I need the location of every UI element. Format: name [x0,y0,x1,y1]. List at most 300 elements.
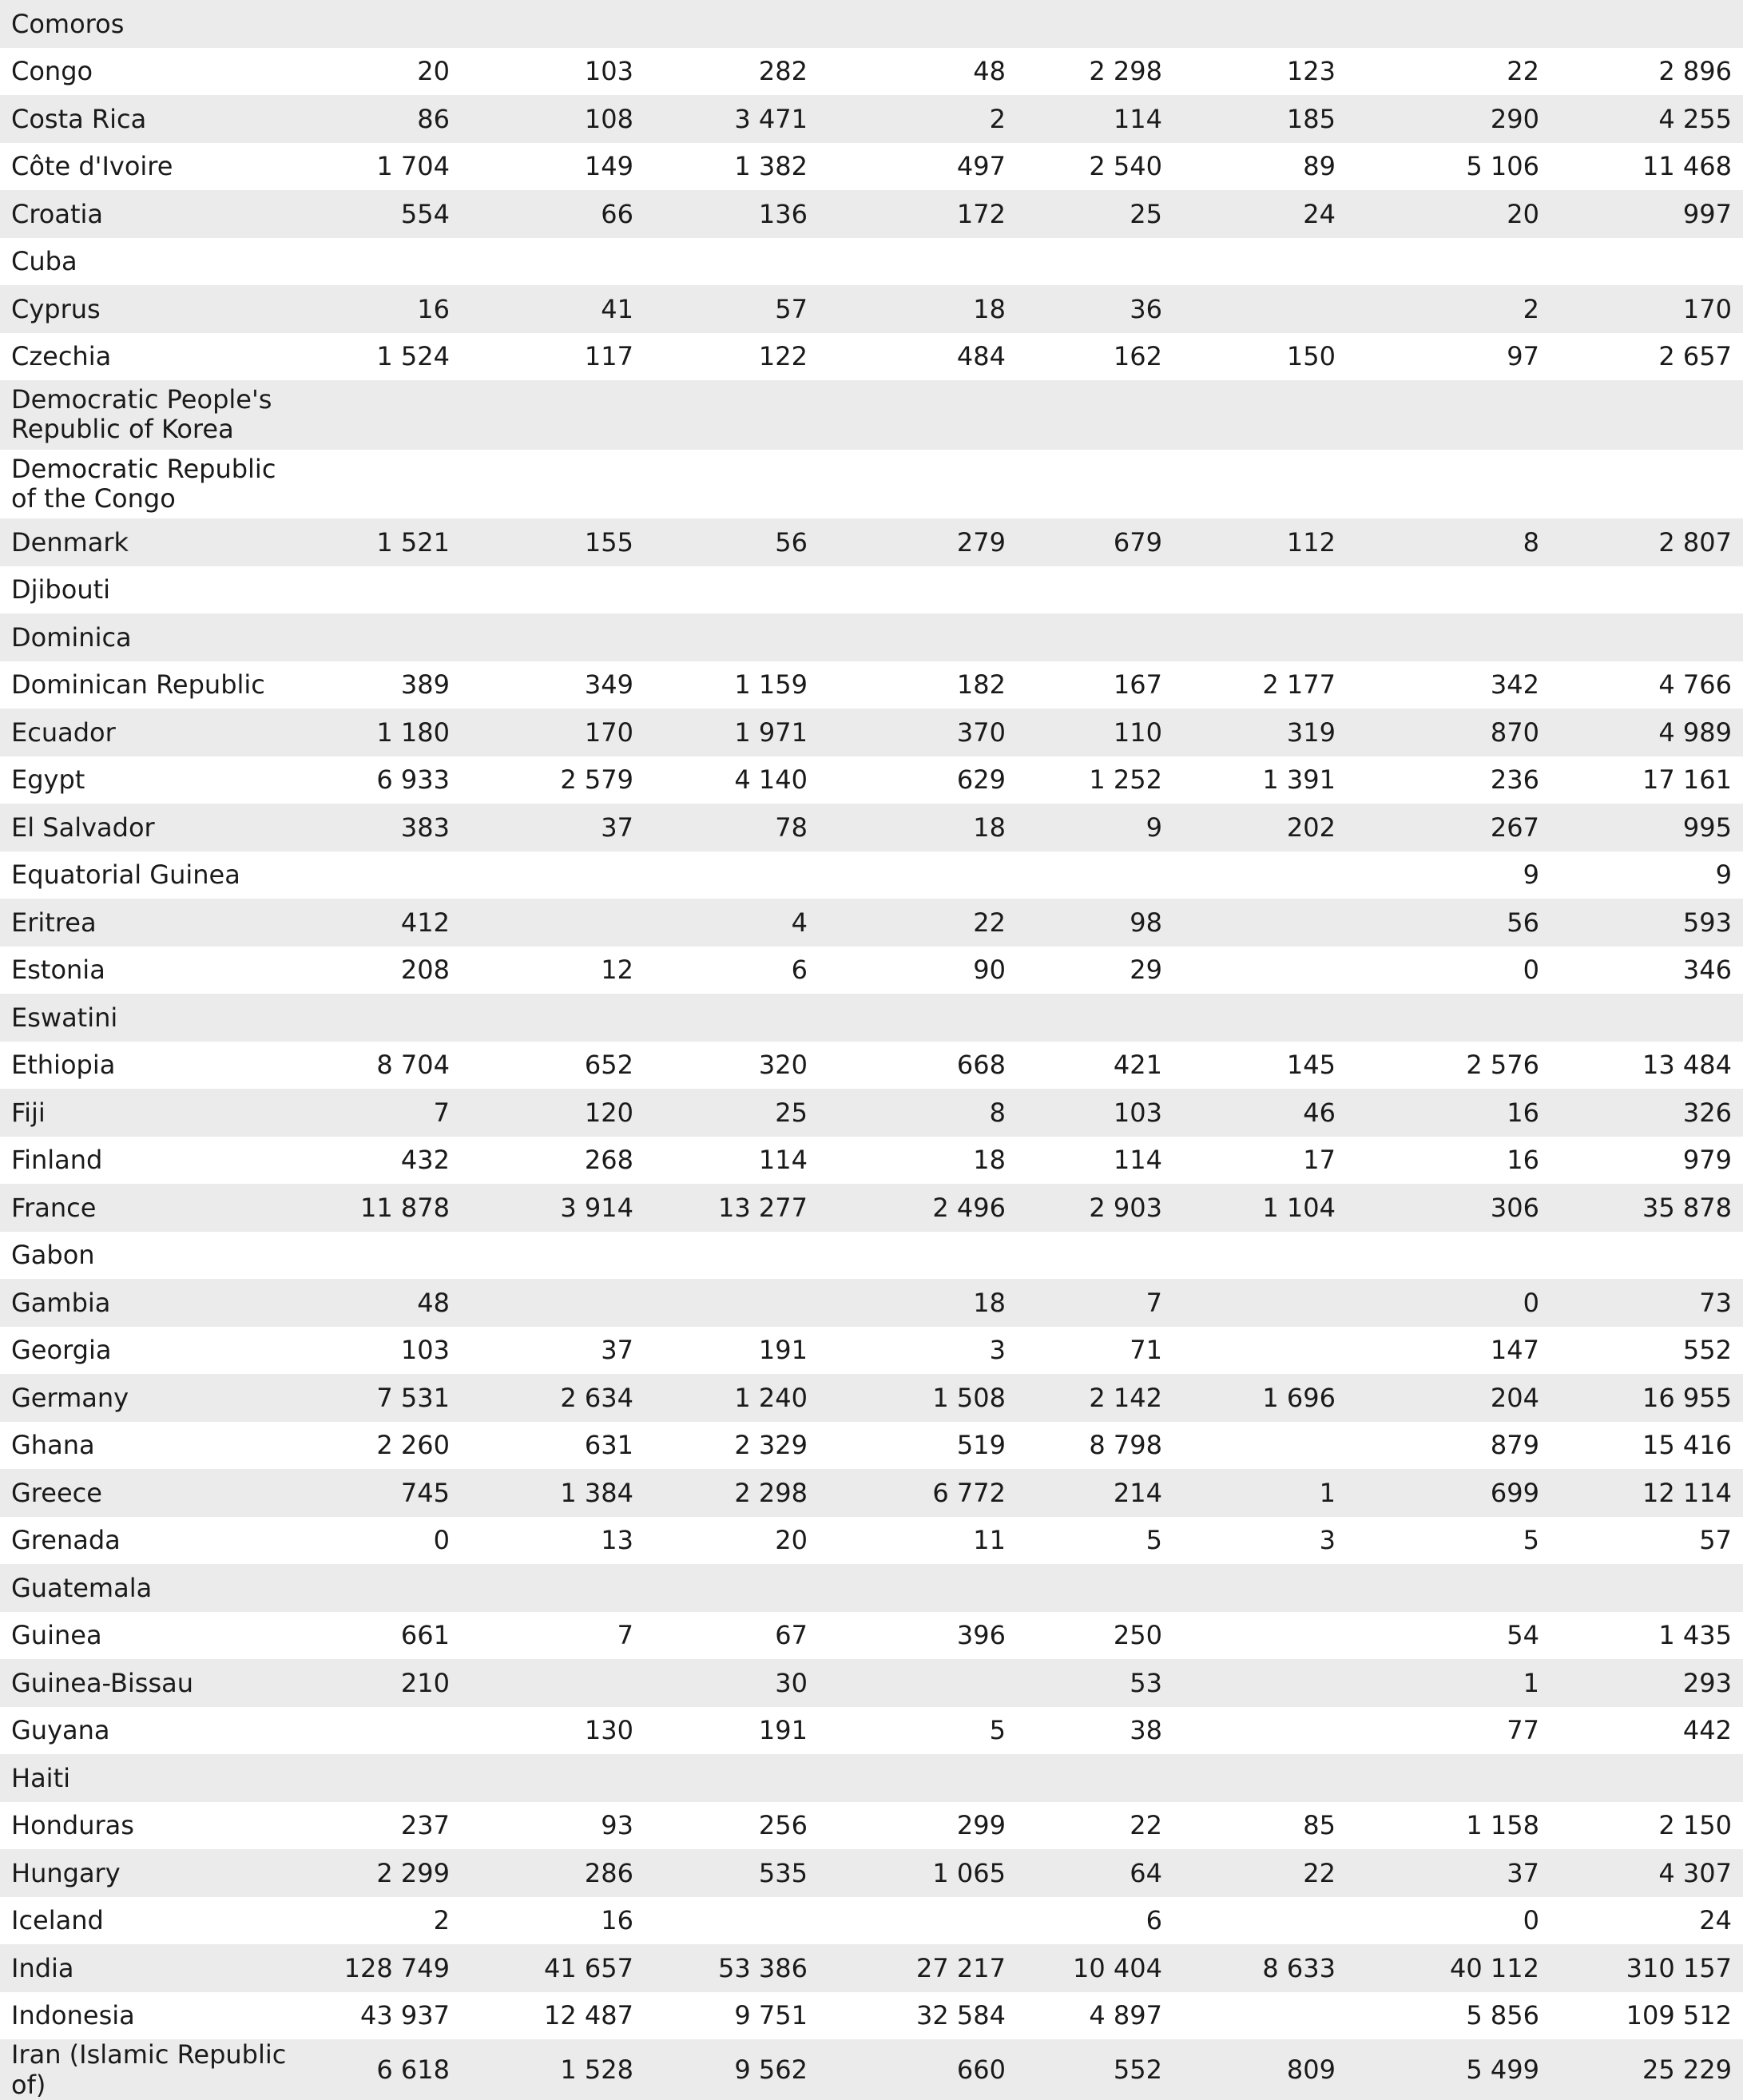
value-cell: 2 150 [1658,1810,1732,1841]
value-cell [450,1232,633,1280]
value-cell [1336,380,1539,450]
value-cell: 41 657 [544,1952,633,1983]
table-row [0,1849,1743,1897]
value-cell: 182 [956,669,1006,701]
value-cell: 2 298 [1089,56,1162,87]
value-cell: 1 528 [560,2054,633,2085]
table-row [0,1279,1743,1327]
value-cell [808,0,1006,48]
value-cell [1336,613,1539,661]
value-cell: 2 657 [1658,341,1732,372]
value-cell [1006,566,1162,614]
table-row [0,1944,1743,1992]
value-cell: 8 [1523,526,1539,558]
value-cell: 809 [1286,2054,1336,2085]
value-cell: 7 [617,1620,633,1651]
value-cell: 20 [775,1525,808,1556]
table-row [0,899,1743,947]
value-cell: 4 989 [1658,717,1732,748]
country-name-cell: Honduras [11,1810,134,1841]
value-cell: 2 540 [1089,151,1162,182]
value-cell [450,380,633,450]
value-cell: 1 971 [734,717,808,748]
country-name-cell: Gambia [11,1287,111,1318]
value-cell [1539,450,1743,519]
value-cell: 9 562 [734,2054,808,2085]
value-cell: 552 [1682,1335,1732,1366]
value-cell: 9 [1145,812,1162,843]
value-cell [288,238,450,286]
value-cell [1539,1232,1743,1280]
value-cell: 1 521 [376,526,450,558]
value-cell: 699 [1490,1477,1539,1508]
value-cell: 8 798 [1089,1430,1162,1461]
table-row [0,2039,1743,2100]
table-row [0,1232,1743,1280]
table-row [0,1992,1743,2040]
value-cell [288,0,450,48]
value-cell [450,1659,633,1707]
value-cell: 535 [758,1857,808,1888]
value-cell: 1 180 [376,717,450,748]
value-cell: 97 [1507,341,1539,372]
value-cell: 236 [1490,764,1539,796]
value-cell: 1 [1319,1477,1336,1508]
value-cell [633,1232,808,1280]
value-cell [1162,285,1336,333]
table-row [0,661,1743,709]
value-cell [1162,852,1336,899]
value-cell [1539,380,1743,450]
value-cell [633,994,808,1042]
value-cell: 18 [973,1145,1006,1176]
table-row [0,994,1743,1042]
country-name-cell: Guyana [11,1715,110,1746]
value-cell: 310 157 [1626,1952,1732,1983]
value-cell [1336,1564,1539,1612]
value-cell [1006,994,1162,1042]
value-cell: 114 [758,1145,808,1176]
value-cell: 90 [973,955,1006,986]
value-cell: 16 [1507,1097,1539,1128]
value-cell [450,1754,633,1802]
value-cell [288,1707,450,1755]
value-cell: 0 [433,1525,450,1556]
table-row [0,852,1743,899]
value-cell: 7 531 [376,1382,450,1413]
table-row [0,613,1743,661]
value-cell [1162,1612,1336,1660]
value-cell: 110 [1113,717,1162,748]
table-row [0,48,1743,96]
country-name-cell: Greece [11,1477,102,1508]
value-cell: 40 112 [1450,1952,1539,1983]
value-cell [1539,0,1743,48]
value-cell [633,0,808,48]
value-cell: 5 [1145,1525,1162,1556]
value-cell: 870 [1490,717,1539,748]
value-cell: 293 [1682,1667,1732,1698]
value-cell: 57 [775,293,808,324]
value-cell: 11 468 [1642,151,1732,182]
value-cell: 250 [1113,1620,1162,1651]
value-cell: 2 [989,103,1006,134]
value-cell: 108 [584,103,633,134]
value-cell: 36 [1130,293,1162,324]
value-cell: 67 [775,1620,808,1651]
value-cell: 13 [601,1525,633,1556]
value-cell [1539,994,1743,1042]
table-row [0,1374,1743,1422]
value-cell: 342 [1490,669,1539,701]
value-cell: 6 772 [932,1477,1006,1508]
value-cell: 147 [1490,1335,1539,1366]
value-cell: 979 [1682,1145,1732,1176]
value-cell [633,566,808,614]
value-cell [808,1232,1006,1280]
value-cell: 1 696 [1262,1382,1336,1413]
value-cell [1336,238,1539,286]
value-cell: 0 [1523,1905,1539,1936]
value-cell [288,852,450,899]
value-cell: 53 [1130,1667,1162,1698]
value-cell: 11 [973,1525,1006,1556]
table-row [0,1612,1743,1660]
country-name-cell: Democratic Republic of the Congo [11,453,276,514]
value-cell: 48 [973,56,1006,87]
value-cell [808,238,1006,286]
table-row [0,1137,1743,1185]
table-row [0,518,1743,566]
value-cell: 1 065 [932,1857,1006,1888]
table-row [0,756,1743,804]
table-row [0,1564,1743,1612]
value-cell: 77 [1507,1715,1539,1746]
value-cell: 86 [417,103,450,134]
value-cell [1162,899,1336,947]
value-cell [1336,1232,1539,1280]
value-cell: 1 508 [932,1382,1006,1413]
value-cell: 25 [775,1097,808,1128]
value-cell: 299 [956,1810,1006,1841]
value-cell: 37 [1507,1857,1539,1888]
value-cell [288,380,450,450]
country-name-cell: Haiti [11,1762,70,1793]
value-cell: 1 104 [1262,1192,1336,1223]
table-row [0,238,1743,286]
table-row [0,1089,1743,1137]
value-cell: 85 [1303,1810,1336,1841]
value-cell: 149 [584,151,633,182]
value-cell: 9 [1523,859,1539,891]
value-cell [808,1564,1006,1612]
value-cell: 22 [1507,56,1539,87]
value-cell [1006,450,1162,519]
value-cell [450,566,633,614]
value-cell: 267 [1490,812,1539,843]
value-cell [1539,613,1743,661]
value-cell [1162,1422,1336,1470]
value-cell [1336,450,1539,519]
value-cell: 48 [417,1287,450,1318]
value-cell [1162,0,1336,48]
value-cell: 0 [1523,955,1539,986]
value-cell: 57 [1699,1525,1732,1556]
value-cell [1539,1564,1743,1612]
table-row [0,804,1743,852]
value-cell [808,380,1006,450]
country-name-cell: Guatemala [11,1572,153,1603]
value-cell: 18 [973,812,1006,843]
value-cell: 12 114 [1642,1477,1732,1508]
value-cell: 2 576 [1466,1050,1539,1081]
value-cell: 4 766 [1658,669,1732,701]
value-cell [450,899,633,947]
value-cell: 1 435 [1658,1620,1732,1651]
value-cell [1006,852,1162,899]
country-name-cell: Equatorial Guinea [11,859,240,891]
value-cell [1162,380,1336,450]
country-name-cell: Ethiopia [11,1050,116,1081]
value-cell: 668 [956,1050,1006,1081]
value-cell: 16 955 [1642,1382,1732,1413]
value-cell: 12 487 [544,2000,633,2031]
value-cell [1336,566,1539,614]
country-name-cell: Dominican Republic [11,669,265,701]
value-cell: 2 [433,1905,450,1936]
country-name-cell: Czechia [11,341,112,372]
value-cell [1006,613,1162,661]
table-row [0,1802,1743,1850]
value-cell: 46 [1303,1097,1336,1128]
value-cell: 1 524 [376,341,450,372]
value-cell: 20 [417,56,450,87]
value-cell: 10 404 [1073,1952,1162,1983]
value-cell: 279 [956,526,1006,558]
value-cell [808,566,1006,614]
table-row [0,450,1743,519]
country-name-cell: Dominica [11,621,132,653]
value-cell: 17 161 [1642,764,1732,796]
value-cell: 15 416 [1642,1430,1732,1461]
value-cell: 554 [400,198,450,229]
value-cell: 114 [1113,1145,1162,1176]
country-name-cell: Estonia [11,955,105,986]
value-cell: 208 [400,955,450,986]
value-cell [633,1897,808,1945]
value-cell [288,450,450,519]
value-cell: 25 [1130,198,1162,229]
value-cell: 497 [956,151,1006,182]
value-cell [808,994,1006,1042]
country-name-cell: India [11,1952,74,1983]
value-cell: 2 634 [560,1382,633,1413]
value-cell: 150 [1286,341,1336,372]
value-cell [288,566,450,614]
value-cell: 112 [1286,526,1336,558]
country-name-cell: Eritrea [11,907,97,938]
value-cell [808,613,1006,661]
value-cell [1539,566,1743,614]
value-cell [450,450,633,519]
value-cell: 5 [1523,1525,1539,1556]
value-cell: 383 [400,812,450,843]
value-cell: 11 878 [360,1192,450,1223]
value-cell: 30 [775,1667,808,1698]
value-cell: 37 [601,1335,633,1366]
country-name-cell: Ecuador [11,717,116,748]
country-name-cell: Georgia [11,1335,112,1366]
value-cell: 214 [1113,1477,1162,1508]
country-name-cell: Finland [11,1145,103,1176]
value-cell: 66 [601,198,633,229]
value-cell: 679 [1113,526,1162,558]
value-cell [288,1564,450,1612]
value-cell: 879 [1490,1430,1539,1461]
value-cell [1006,1564,1162,1612]
country-name-cell: Democratic People's Republic of Korea [11,384,272,445]
value-cell [1162,1327,1336,1375]
value-cell [450,1279,633,1327]
value-cell: 484 [956,341,1006,372]
value-cell [808,1659,1006,1707]
value-cell: 103 [584,56,633,87]
value-cell: 8 704 [376,1050,450,1081]
value-cell: 13 277 [718,1192,808,1223]
value-cell [450,0,633,48]
value-cell: 98 [1130,907,1162,938]
value-cell: 5 856 [1466,2000,1539,2031]
value-cell: 286 [584,1857,633,1888]
value-cell [1162,450,1336,519]
country-name-cell: Cyprus [11,293,101,324]
value-cell: 24 [1303,198,1336,229]
value-cell: 145 [1286,1050,1336,1081]
value-cell: 4 897 [1089,2000,1162,2031]
value-cell: 8 633 [1262,1952,1336,1983]
table-row [0,1659,1743,1707]
value-cell: 130 [584,1715,633,1746]
value-cell: 552 [1113,2054,1162,2085]
value-cell [1336,1754,1539,1802]
value-cell: 3 [989,1335,1006,1366]
value-cell: 1 158 [1466,1810,1539,1841]
value-cell: 2 807 [1658,526,1732,558]
value-cell: 64 [1130,1857,1162,1888]
value-cell: 370 [956,717,1006,748]
table-row [0,333,1743,381]
value-cell: 1 240 [734,1382,808,1413]
value-cell: 237 [400,1810,450,1841]
country-name-cell: Indonesia [11,2000,135,2031]
value-cell [808,450,1006,519]
country-name-cell: Grenada [11,1525,121,1556]
table-row [0,709,1743,756]
value-cell: 326 [1682,1097,1732,1128]
value-cell: 29 [1130,955,1162,986]
value-cell: 629 [956,764,1006,796]
table-row [0,1469,1743,1517]
value-cell: 16 [417,293,450,324]
value-cell [808,852,1006,899]
value-cell: 9 [1715,859,1732,891]
value-cell: 17 [1303,1145,1336,1176]
value-cell: 122 [758,341,808,372]
value-cell: 27 217 [916,1952,1006,1983]
value-cell: 256 [758,1810,808,1841]
value-cell: 117 [584,341,633,372]
value-cell: 9 751 [734,2000,808,2031]
value-cell: 123 [1286,56,1336,87]
value-cell: 997 [1682,198,1732,229]
value-cell: 185 [1286,103,1336,134]
country-name-cell: Cuba [11,246,77,277]
value-cell [633,613,808,661]
value-cell: 18 [973,293,1006,324]
value-cell: 1 382 [734,151,808,182]
value-cell: 24 [1699,1905,1732,1936]
value-cell: 5 499 [1466,2054,1539,2085]
value-cell: 5 [989,1715,1006,1746]
value-cell [1539,1754,1743,1802]
value-cell: 167 [1113,669,1162,701]
value-cell [808,1754,1006,1802]
value-cell: 3 [1319,1525,1336,1556]
value-cell [450,613,633,661]
value-cell [1006,1754,1162,1802]
table-row [0,380,1743,450]
value-cell [1006,1232,1162,1280]
country-name-cell: Croatia [11,198,104,229]
value-cell [633,238,808,286]
value-cell: 73 [1699,1287,1732,1318]
table-row [0,0,1743,48]
value-cell [1162,1659,1336,1707]
country-name-cell: Gabon [11,1240,95,1271]
value-cell [1162,613,1336,661]
value-cell: 53 386 [718,1952,808,1983]
value-cell: 442 [1682,1715,1732,1746]
country-name-cell: Côte d'Ivoire [11,151,173,182]
value-cell: 170 [1682,293,1732,324]
value-cell: 12 [601,955,633,986]
value-cell [633,1754,808,1802]
value-cell: 136 [758,198,808,229]
table-row [0,1327,1743,1375]
country-name-cell: Congo [11,56,93,87]
value-cell: 16 [1507,1145,1539,1176]
value-cell: 306 [1490,1192,1539,1223]
value-cell [1162,1707,1336,1755]
value-cell: 204 [1490,1382,1539,1413]
value-cell: 155 [584,526,633,558]
value-cell: 660 [956,2054,1006,2085]
value-cell [288,613,450,661]
value-cell: 346 [1682,955,1732,986]
value-cell [1006,0,1162,48]
value-cell [1162,1279,1336,1327]
value-cell: 349 [584,669,633,701]
value-cell: 282 [758,56,808,87]
value-cell: 8 [989,1097,1006,1128]
value-cell [1162,566,1336,614]
value-cell: 56 [1507,907,1539,938]
table-row [0,566,1743,614]
value-cell [450,238,633,286]
value-cell: 2 496 [932,1192,1006,1223]
value-cell: 25 229 [1642,2054,1732,2085]
value-cell [1162,1564,1336,1612]
